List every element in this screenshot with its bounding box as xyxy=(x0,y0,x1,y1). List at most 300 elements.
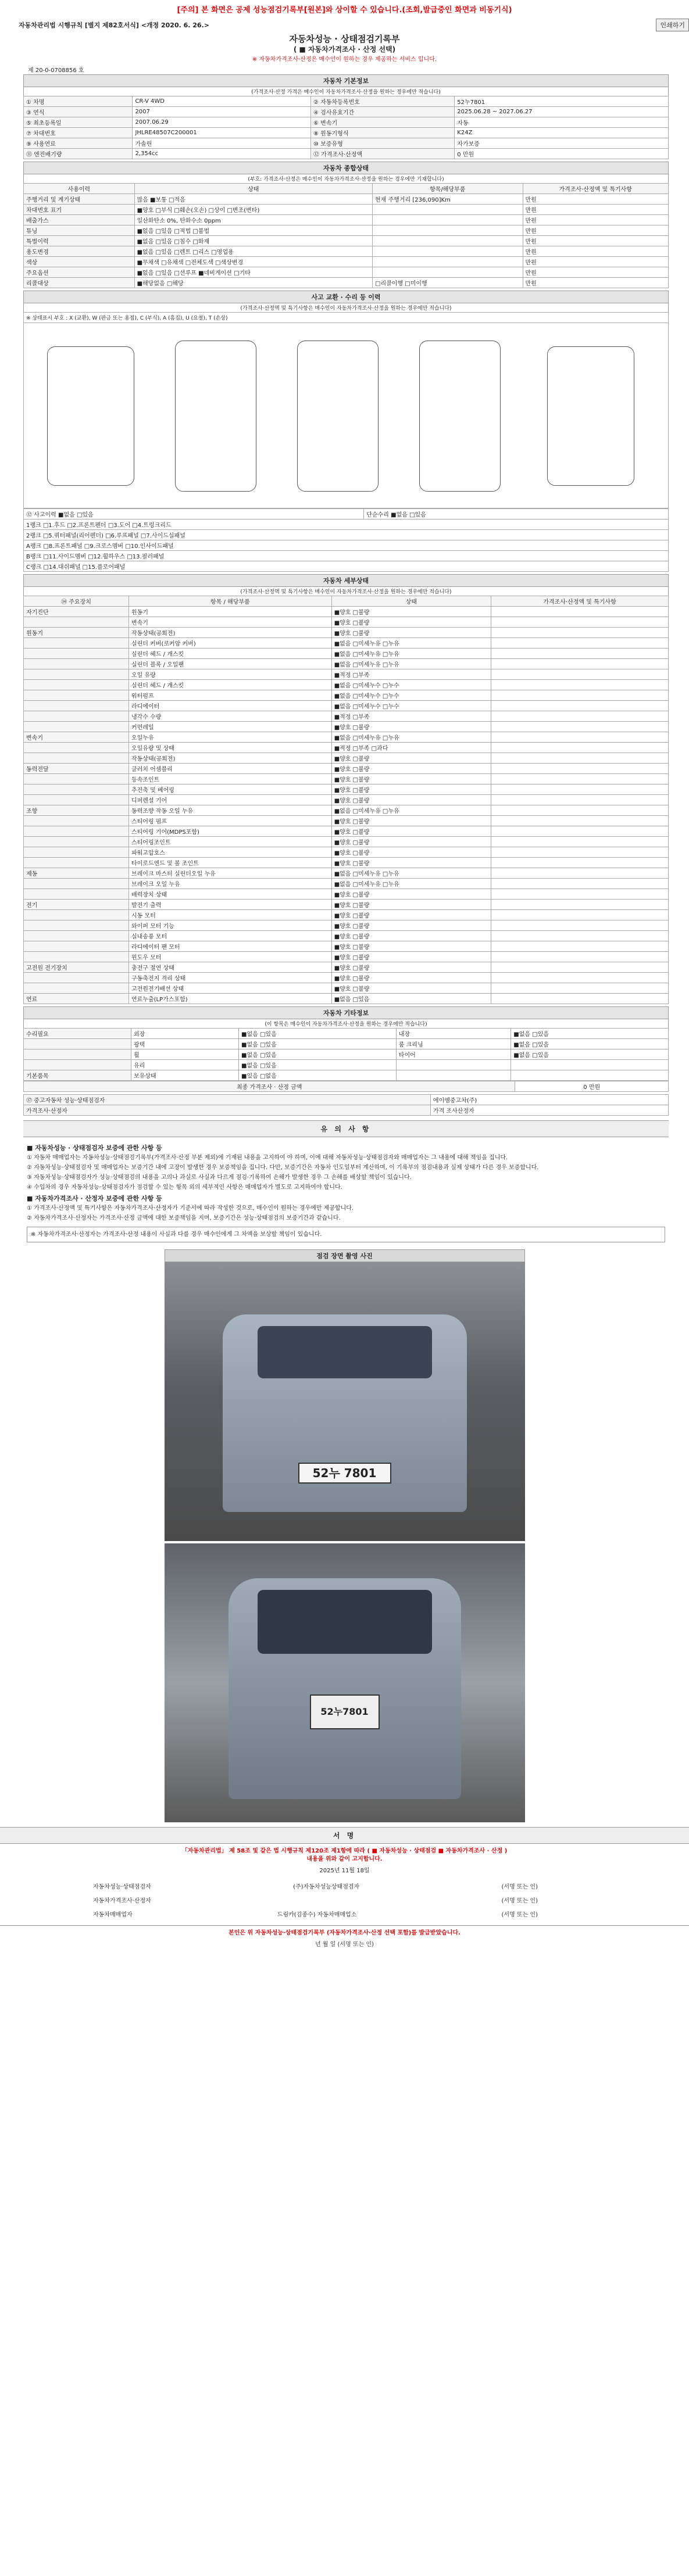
status-cell: 차대번호 표기 xyxy=(24,205,135,215)
detail-cell: 배력장치 상태 xyxy=(128,889,331,900)
detail-cell xyxy=(24,795,129,805)
notice1-title: ■ 자동차성능 · 상태점검자 보증에 관한 사항 등 xyxy=(27,1144,162,1152)
car-underbody-view xyxy=(419,341,501,492)
status-cell: 주행거리 및 계기상태 xyxy=(24,194,135,205)
status-cell: ■없음 □있음 □선루프 ■네비게이션 □기타 xyxy=(134,267,372,278)
detail-cell: ■양호 □불량 xyxy=(331,910,491,920)
car-right-view xyxy=(547,346,634,486)
detail-price-cell xyxy=(491,690,669,701)
detail-col-header: 상태 xyxy=(331,596,491,607)
detail-price-cell xyxy=(491,722,669,732)
detail-price-cell xyxy=(491,732,669,743)
basic-cell: ⑪ 엔진배기량 xyxy=(24,149,133,159)
status-col-header: 사용이력 xyxy=(24,184,135,194)
status-cell: 만원 xyxy=(523,225,669,236)
status-cell: 배출가스 xyxy=(24,215,135,225)
detail-cell: ■양호 □불량 xyxy=(331,837,491,847)
inspection-photo-rear xyxy=(165,1543,525,1822)
detail-cell: ■없음 □미세누유 □누유 xyxy=(331,638,491,649)
detail-price-cell xyxy=(491,711,669,722)
detail-price-cell xyxy=(491,962,669,973)
basic-cell: K24Z xyxy=(455,128,669,138)
car-top-rear-view xyxy=(297,341,379,492)
detail-cell xyxy=(24,617,129,628)
status-cell: ■없음 □있음 □침수 □화재 xyxy=(134,236,372,246)
detail-price-cell xyxy=(491,764,669,774)
etc-cell: ■없음 □있음 xyxy=(239,1049,397,1060)
detail-cell xyxy=(24,711,129,722)
detail-cell xyxy=(24,659,129,669)
detail-cell: ■없음 □미세누유 □누유 xyxy=(331,659,491,669)
outer-rank-1: 1랭크 □1.후드 □2.프론트펜더 □3.도어 □4.트렁크리드 xyxy=(24,520,669,530)
detail-cell: 브레이크 오일 누유 xyxy=(128,879,331,889)
detail-cell xyxy=(24,743,129,753)
etc-cell xyxy=(396,1060,510,1070)
detail-cell: ■없음 □미세누유 □누유 xyxy=(331,649,491,659)
etc-cell: 외장 xyxy=(131,1029,239,1039)
detail-cell xyxy=(24,774,129,784)
sign-cell: (서명 또는 인) xyxy=(501,1911,538,1918)
detail-cell xyxy=(24,753,129,764)
detail-cell xyxy=(24,858,129,868)
detail-price-cell xyxy=(491,638,669,649)
status-cell: ■양호 □부식 □훼손(오손) □상이 □변조(변타) xyxy=(134,205,372,215)
notice2-item: ② 자동차가격조사·산정자는 가격조사·산정 금액에 대한 보증책임을 지며, 보증기간은 성능·상태점검의 보증기간과 같습니다. xyxy=(27,1215,341,1221)
status-cell xyxy=(373,225,523,236)
etc-cell xyxy=(24,1039,131,1049)
notice-head: 유 의 사 항 xyxy=(23,1120,669,1137)
detail-cell xyxy=(24,910,129,920)
detail-price-cell xyxy=(491,784,669,795)
status-cell: ■없음 □있음 □렌트 □리스 □영업용 xyxy=(134,246,372,257)
car-left-view xyxy=(47,346,134,486)
status-cell: 현재 주행거리 [236,090]Km xyxy=(373,194,523,205)
detail-price-cell xyxy=(491,743,669,753)
detail-cell: 자기진단 xyxy=(24,607,129,617)
form-title: 자동차관리법 시행규칙 [별지 제82호서식] <개정 2020. 6. 26.> xyxy=(19,22,209,29)
frame-rank-c: C랭크 □14.대쉬패널 □15.플로어패널 xyxy=(24,561,669,572)
basic-cell: 자동 xyxy=(455,117,669,128)
etc-cell: 기본품목 xyxy=(24,1070,131,1081)
etc-cell: ■없음 □있음 xyxy=(511,1049,669,1060)
detail-cell: ■없음 □미세누수 □누수 xyxy=(331,690,491,701)
detail-cell: ■없음 □미세누유 □누유 xyxy=(331,732,491,743)
status-cell xyxy=(373,205,523,215)
sign-row xyxy=(0,1907,689,1921)
damage-table xyxy=(23,508,669,572)
price-responsibility-note: ※ 자동차가격조사·산정자는 가격조사·산정 내용이 사실과 다를 경우 매수인에게 그 차액을 보상할 책임이 있습니다. xyxy=(27,1227,665,1242)
notice1-item: ② 자동차성능·상태점검자 및 매매업자는 보증기간 내에 고장이 발생한 경우 보증책임을 집니다. 다만, 보증기간은 자동차 인도일부터 계산하며, 이 기록부의 점검내용과 실제 상태가 다른 경우 보증합니다. xyxy=(27,1165,539,1171)
detail-table xyxy=(23,596,669,1004)
sum-value: 0 만원 xyxy=(515,1081,669,1092)
detail-note: (가격조사·산정액 및 특기사항은 매수인이 자동차가격조사·산정을 원하는 경우에만 적습니다) xyxy=(23,587,669,596)
detail-price-cell xyxy=(491,701,669,711)
detail-cell: 등속조인트 xyxy=(128,774,331,784)
detail-price-cell xyxy=(491,795,669,805)
detail-price-cell xyxy=(491,994,669,1004)
status-cell: 만원 xyxy=(523,194,669,205)
frame-rank-b: B랭크 □11.사이드멤버 □12.휠하우스 □13.필러패널 xyxy=(24,551,669,561)
detail-cell: 동력조향 작동 오일 누유 xyxy=(128,805,331,816)
sign-row xyxy=(0,1879,689,1893)
basic-cell: ④ 검사유효기간 xyxy=(311,107,455,117)
detail-price-cell xyxy=(491,983,669,994)
etc-cell: ■없음 □있음 xyxy=(511,1039,669,1049)
detail-cell: 타이로드엔드 및 볼 조인트 xyxy=(128,858,331,868)
sign-row xyxy=(0,1893,689,1907)
detail-cell: ■없음 □미세누유 □누유 xyxy=(331,868,491,879)
damage-head: 사고 교환 · 수리 등 이력 xyxy=(23,291,669,303)
price-label: 가격조사·산정자 xyxy=(24,1105,431,1116)
detail-cell: 냉각수 수량 xyxy=(128,711,331,722)
detail-cell xyxy=(24,816,129,826)
basic-cell: ⑥ 변속기 xyxy=(311,117,455,128)
basic-cell: 2007.06.29 xyxy=(133,117,311,128)
detail-price-cell xyxy=(491,805,669,816)
detail-cell: 실내송풍 모터 xyxy=(128,931,331,941)
detail-cell: ■없음 □미세누수 □누수 xyxy=(331,680,491,690)
sum-label: 최종 가격조사 · 산정 금액 xyxy=(24,1081,515,1092)
status-cell: 특별이력 xyxy=(24,236,135,246)
detail-cell xyxy=(24,973,129,983)
status-cell: ■해당없음 □해당 xyxy=(134,278,372,288)
status-cell: 주요옵션 xyxy=(24,267,135,278)
detail-col-header: 항목 / 해당부품 xyxy=(128,596,331,607)
status-cell: 만원 xyxy=(523,278,669,288)
detail-cell: ■없음 □있음 xyxy=(331,994,491,1004)
basic-cell: ⑩ 보증유형 xyxy=(311,138,455,149)
detail-cell: ■양호 □불량 xyxy=(331,931,491,941)
sign-statement: 「자동차관리법」 제 58조 및 같은 법 시행규칙 제120조 제1항에 따라 ( ■ 자동차성능 · 상태점검 ■ 자동차가격조사 · 산정 ) xyxy=(181,1848,508,1854)
detail-cell: 연료누출(LP가스포함) xyxy=(128,994,331,1004)
detail-cell: 원동기 xyxy=(128,607,331,617)
basic-cell: ② 자동차등록번호 xyxy=(311,96,455,107)
status-cell: □리콜이행 □미이행 xyxy=(373,278,523,288)
detail-cell xyxy=(24,847,129,858)
detail-cell: 고전원전기배선 상태 xyxy=(128,983,331,994)
detail-price-cell xyxy=(491,858,669,868)
detail-cell: 전기 xyxy=(24,900,129,910)
etc-note: (이 항목은 매수인이 자동차가격조사·산정을 원하는 경우에만 적습니다) xyxy=(23,1019,669,1028)
basic-cell: JHLRE48507C200001 xyxy=(133,128,311,138)
detail-cell: ■양호 □불량 xyxy=(331,920,491,931)
detail-cell: 스티어링 기어(MDPS포함) xyxy=(128,826,331,837)
detail-cell xyxy=(24,784,129,795)
damage-note: (가격조사·산정액 및 특기사항은 매수인이 자동차가격조사·산정을 원하는 경우에만 적습니다) xyxy=(23,303,669,312)
detail-cell: ■양호 □불량 xyxy=(331,962,491,973)
plate-front: 52누 7801 xyxy=(298,1463,391,1484)
photo-head: 점검 장면 촬영 사진 xyxy=(165,1249,525,1262)
detail-col-header: ⑭ 주요장치 xyxy=(24,596,129,607)
basic-cell: ③ 연식 xyxy=(24,107,133,117)
detail-cell: ■양호 □불량 xyxy=(331,774,491,784)
detail-price-cell xyxy=(491,753,669,764)
detail-price-cell xyxy=(491,847,669,858)
detail-price-cell xyxy=(491,920,669,931)
detail-cell: 커먼레일 xyxy=(128,722,331,732)
final-date: 년 월 일 (서명 또는 인) xyxy=(315,1941,374,1948)
detail-cell xyxy=(24,649,129,659)
status-cell: 튜닝 xyxy=(24,225,135,236)
basic-cell: 자가보증 xyxy=(455,138,669,149)
detail-cell xyxy=(24,837,129,847)
page-subtitle: ( ■ 자동차가격조사 · 산정 선택) xyxy=(293,45,396,53)
detail-cell: 파워고압호스 xyxy=(128,847,331,858)
detail-cell: ■양호 □불량 xyxy=(331,858,491,868)
etc-cell: 내장 xyxy=(396,1029,510,1039)
basic-cell: 2007 xyxy=(133,107,311,117)
status-cell xyxy=(373,267,523,278)
detail-cell: 실린더 블록 / 오일팬 xyxy=(128,659,331,669)
detail-cell: ■양호 □불량 xyxy=(331,847,491,858)
etc-cell: 광택 xyxy=(131,1039,239,1049)
detail-price-cell xyxy=(491,774,669,784)
detail-cell: ■양호 □불량 xyxy=(331,784,491,795)
detail-price-cell xyxy=(491,826,669,837)
detail-cell xyxy=(24,680,129,690)
sign-cell: (서명 또는 인) xyxy=(501,1897,538,1904)
detail-cell: 작동상태(공회전) xyxy=(128,628,331,638)
detail-price-cell xyxy=(491,607,669,617)
sign-statement-2: 내용을 위와 같이 고지합니다. xyxy=(306,1856,383,1862)
inspector-label: ⑰ 중고자동차 성능·상태점검자 xyxy=(24,1095,431,1105)
detail-cell: ■없음 □미세누수 □누수 xyxy=(331,701,491,711)
detail-cell: 디퍼렌셜 기어 xyxy=(128,795,331,805)
detail-price-cell xyxy=(491,659,669,669)
etc-cell xyxy=(24,1049,131,1060)
detail-cell xyxy=(24,889,129,900)
detail-cell xyxy=(24,941,129,952)
price-value: 가격 조사산정자 xyxy=(430,1105,668,1116)
detail-cell: 라디에이터 팬 모터 xyxy=(128,941,331,952)
basic-cell: ⑨ 사용연료 xyxy=(24,138,133,149)
detail-cell: 원동기 xyxy=(24,628,129,638)
detail-price-cell xyxy=(491,816,669,826)
detail-cell xyxy=(24,638,129,649)
sign-cell: 자동차매매업자 xyxy=(93,1911,133,1918)
sum-table xyxy=(23,1081,669,1092)
detail-cell: 발전기 출력 xyxy=(128,900,331,910)
status-col-header: 가격조사·산정액 및 특기사항 xyxy=(523,184,669,194)
detail-cell: 실린더 헤드 / 개스킷 xyxy=(128,649,331,659)
warning-banner: [주의] 본 화면은 공제 성능점검기록부[원본]와 상이할 수 있습니다.(조회,발급중인 화면과 비동기식) xyxy=(177,6,512,15)
detail-price-cell xyxy=(491,973,669,983)
status-note: (부호: 가격조사·산정은 매수인이 자동차가격조사·산정을 원하는 경우에만 기재합니다) xyxy=(23,174,669,183)
inspection-photo-front xyxy=(165,1262,525,1541)
status-cell xyxy=(373,257,523,267)
etc-cell: 유리 xyxy=(131,1060,239,1070)
detail-cell: 고전원 전기장치 xyxy=(24,962,129,973)
notice1-item: ③ 자동차성능·상태점검자가 성능·상태점검의 내용을 고의나 과실로 사실과 다르게 점검·기록하여 손해가 발생한 경우 그 손해를 배상할 책임이 있습니다. xyxy=(27,1174,412,1181)
detail-cell: 실린더 헤드 / 개스킷 xyxy=(128,680,331,690)
final-statement: 본인은 위 자동차성능·상태점검기록부 (자동차가격조사·산정 선택 포함)를 발급받았습니다. xyxy=(229,1930,460,1936)
etc-cell xyxy=(396,1070,510,1081)
detail-cell: 구동축전지 격리 상태 xyxy=(128,973,331,983)
etc-cell xyxy=(511,1060,669,1070)
detail-cell xyxy=(24,983,129,994)
simple-repair: 단순수리 ■없음 □있음 xyxy=(364,509,669,520)
notice1-item: ① 자동차 매매업자는 자동차성능·상태점검기록부(가격조사·산정 부분 제외)에 기재된 내용을 고지하여 야 하며, 이에 대해 자동차성능·상태점검자와 매매업자는 그 내용에 대해 책임을 집니다. xyxy=(27,1155,508,1161)
status-cell: 일산화탄소 0%, 탄화수소 0ppm xyxy=(134,215,372,225)
etc-head: 자동차 기타정보 xyxy=(23,1006,669,1019)
detail-cell: 워터펌프 xyxy=(128,690,331,701)
etc-cell: 타이어 xyxy=(396,1049,510,1060)
status-cell: ■없음 □있음 □적법 □불법 xyxy=(134,225,372,236)
detail-cell: ■양호 □불량 xyxy=(331,722,491,732)
detail-cell: 오일 유량 xyxy=(128,669,331,680)
detail-cell: ■양호 □불량 xyxy=(331,753,491,764)
etc-cell: ■없음 □있음 xyxy=(239,1060,397,1070)
notice1-item: ④ 수입차의 경우 자동차성능·상태점검자가 점검할 수 있는 항목 외의 세부적인 사항은 매매업자가 별도로 고지하여야 합니다. xyxy=(27,1184,342,1191)
basic-cell: 2,354cc xyxy=(133,149,311,159)
status-cell: 용도변경 xyxy=(24,246,135,257)
sign-cell: 드림카(김종수) 자동차매매업소 xyxy=(277,1911,357,1918)
car-top-front-view xyxy=(175,341,256,492)
detail-cell: 제동 xyxy=(24,868,129,879)
detail-price-cell xyxy=(491,931,669,941)
basic-info-table xyxy=(23,96,669,159)
status-cell: ■무채색 □유채색 □전체도색 □색상변경 xyxy=(134,257,372,267)
detail-cell: 변속기 xyxy=(128,617,331,628)
basic-cell: ⑧ 원동기형식 xyxy=(311,128,455,138)
status-cell xyxy=(373,246,523,257)
sign-cell: 자동차성능·상태점검자 xyxy=(93,1883,151,1890)
page-title: 자동차성능 · 상태점검기록부 xyxy=(289,34,400,44)
basic-cell: 가솔린 xyxy=(133,138,311,149)
detail-cell: ■적정 □부족 xyxy=(331,711,491,722)
sign-head: 서 명 xyxy=(0,1827,689,1844)
detail-cell: ■양호 □불량 xyxy=(331,889,491,900)
status-table xyxy=(23,183,669,288)
etc-cell: ■없음 □있음 xyxy=(239,1029,397,1039)
detail-cell: ■양호 □불량 xyxy=(331,900,491,910)
detail-cell: ■양호 □불량 xyxy=(331,617,491,628)
detail-price-cell xyxy=(491,952,669,962)
detail-price-cell xyxy=(491,889,669,900)
basic-cell: 52누7801 xyxy=(455,96,669,107)
detail-cell: 클러치 어셈블리 xyxy=(128,764,331,774)
detail-cell: 추진축 및 베어링 xyxy=(128,784,331,795)
status-cell: 많음 ■보통 □적음 xyxy=(134,194,372,205)
detail-cell xyxy=(24,826,129,837)
detail-cell: ■양호 □불량 xyxy=(331,816,491,826)
etc-cell xyxy=(24,1060,131,1070)
frame-rank-a: A랭크 □8.프론트패널 □9.크로스멤버 □10.인사이드패널 xyxy=(24,540,669,551)
damage-legend: ※ 상태표시 부호 : X (교환), W (판금 또는 용접), C (부식), A (흠집), U (요철), T (손상) xyxy=(23,312,669,323)
detail-cell: ■양호 □불량 xyxy=(331,826,491,837)
detail-cell: ■없음 □미세누유 □누유 xyxy=(331,879,491,889)
detail-price-cell xyxy=(491,868,669,879)
status-col-header: 상태 xyxy=(134,184,372,194)
detail-cell: ■양호 □불량 xyxy=(331,628,491,638)
car-damage-diagram xyxy=(23,323,669,508)
detail-cell: 브레이크 마스터 실린더오일 누유 xyxy=(128,868,331,879)
detail-price-cell xyxy=(491,628,669,638)
notice2-item: ① 가격조사·산정액 및 특기사항은 자동차가격조사·산정자가 기준서에 따라 작성한 것으로, 매수인이 원하는 경우에만 제공합니다. xyxy=(27,1205,354,1212)
inspector-table xyxy=(23,1094,669,1116)
sign-date: 2025년 11월 18일 xyxy=(319,1868,370,1874)
notice2-title: ■ 자동차가격조사 · 산정자 보증에 관한 사항 등 xyxy=(27,1195,162,1202)
detail-cell: 스티어링조인트 xyxy=(128,837,331,847)
etc-cell: ■없음 □있음 xyxy=(511,1029,669,1039)
etc-cell: 휠 xyxy=(131,1049,239,1060)
basic-cell: ⑤ 최초등록일 xyxy=(24,117,133,128)
detail-cell: 동력전달 xyxy=(24,764,129,774)
etc-cell: ■있음 □없음 xyxy=(239,1070,397,1081)
status-head: 자동차 종합상태 xyxy=(23,162,669,174)
detail-head: 자동차 세부상태 xyxy=(23,574,669,587)
print-button[interactable]: 인쇄하기 xyxy=(656,19,689,31)
detail-cell xyxy=(24,920,129,931)
detail-price-cell xyxy=(491,941,669,952)
detail-price-cell xyxy=(491,669,669,680)
detail-cell: 조향 xyxy=(24,805,129,816)
status-cell: 만원 xyxy=(523,257,669,267)
status-cell: 만원 xyxy=(523,205,669,215)
basic-cell: ⑫ 가격조사·산정액 xyxy=(311,149,455,159)
status-cell: 리콜대상 xyxy=(24,278,135,288)
status-col-header: 항목/해당부품 xyxy=(373,184,523,194)
detail-cell: 스티어링 펌프 xyxy=(128,816,331,826)
basic-cell: CR-V 4WD xyxy=(133,96,311,107)
detail-cell: ■양호 □불량 xyxy=(331,795,491,805)
detail-cell: ■적정 □부족 xyxy=(331,669,491,680)
detail-cell: 실린더 커버(로커암 커버) xyxy=(128,638,331,649)
notice-section-1 xyxy=(23,1137,669,1242)
detail-cell: 라디에이터 xyxy=(128,701,331,711)
detail-price-cell xyxy=(491,837,669,847)
detail-cell xyxy=(24,690,129,701)
detail-cell xyxy=(24,722,129,732)
detail-cell: ■적정 □부족 □과다 xyxy=(331,743,491,753)
sign-cell: (서명 또는 인) xyxy=(501,1883,538,1890)
detail-price-cell xyxy=(491,879,669,889)
detail-price-cell xyxy=(491,617,669,628)
detail-cell: ■양호 □불량 xyxy=(331,941,491,952)
detail-cell: ■없음 □미세누유 □누유 xyxy=(331,805,491,816)
status-cell: 만원 xyxy=(523,246,669,257)
detail-cell: 윈도우 모터 xyxy=(128,952,331,962)
detail-cell xyxy=(24,931,129,941)
basic-info-head: 자동차 기본정보 xyxy=(23,74,669,87)
basic-cell: ⑦ 차대번호 xyxy=(24,128,133,138)
detail-cell xyxy=(24,879,129,889)
detail-cell xyxy=(24,952,129,962)
status-cell: 만원 xyxy=(523,236,669,246)
sign-cell: (주)자동차성능상태점검자 xyxy=(293,1883,360,1890)
detail-cell: ■양호 □불량 xyxy=(331,983,491,994)
detail-cell: 충전구 절연 상태 xyxy=(128,962,331,973)
basic-cell: 2025.06.28 ~ 2027.06.27 xyxy=(455,107,669,117)
detail-cell xyxy=(24,669,129,680)
etc-cell: 보유상태 xyxy=(131,1070,239,1081)
detail-cell: 연료 xyxy=(24,994,129,1004)
detail-cell: 작동상태(공회전) xyxy=(128,753,331,764)
detail-cell: ■양호 □불량 xyxy=(331,973,491,983)
inspector-value: 에이엠중고차(주) xyxy=(430,1095,668,1105)
etc-cell: ■없음 □있음 xyxy=(239,1039,397,1049)
detail-price-cell xyxy=(491,900,669,910)
etc-cell xyxy=(511,1070,669,1081)
status-cell: 만원 xyxy=(523,215,669,225)
status-cell xyxy=(373,215,523,225)
detail-col-header: 가격조사·산정액 및 특기사항 xyxy=(491,596,669,607)
status-cell: 색상 xyxy=(24,257,135,267)
detail-cell: 와이퍼 모터 기능 xyxy=(128,920,331,931)
detail-cell: 변속기 xyxy=(24,732,129,743)
etc-table xyxy=(23,1028,669,1081)
detail-cell: 오일누유 xyxy=(128,732,331,743)
